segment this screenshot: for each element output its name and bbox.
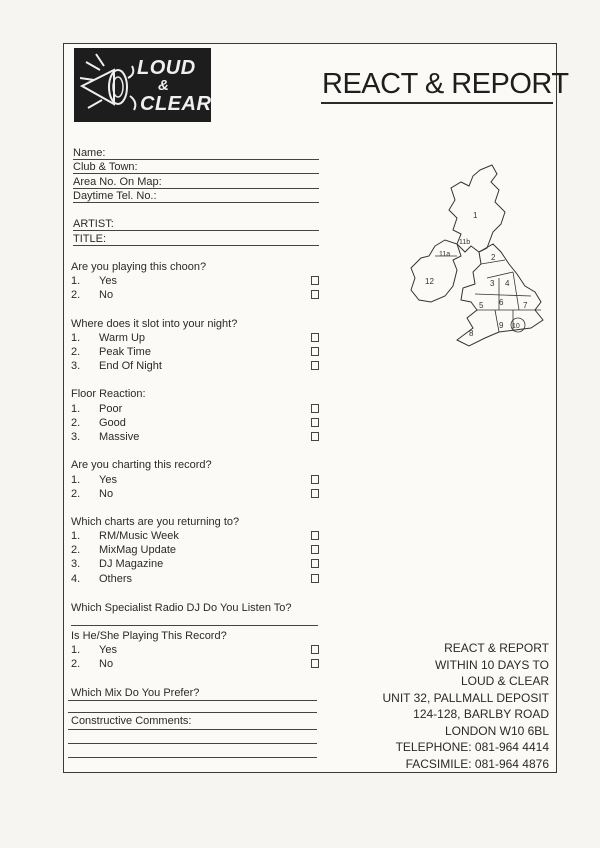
tel-line[interactable]	[73, 202, 319, 203]
question-comments: Constructive Comments:	[71, 715, 192, 727]
title-line[interactable]	[73, 245, 319, 246]
checkbox[interactable]	[311, 290, 319, 299]
map-area-label: 5	[479, 301, 484, 310]
map-region-ireland	[411, 240, 461, 302]
option-row: 1. Warm Up	[71, 332, 146, 344]
address-line: 124-128, BARLBY ROAD	[413, 707, 549, 721]
checkbox[interactable]	[311, 559, 319, 568]
artist-label: ARTIST:	[73, 218, 114, 230]
option-label: No	[99, 289, 114, 301]
name-label: Name:	[73, 147, 106, 159]
option-label: Massive	[99, 431, 140, 443]
title-label: TITLE:	[73, 233, 107, 245]
option-label: DJ Magazine	[99, 558, 164, 570]
comments-line-2[interactable]	[68, 743, 317, 744]
option-label: Peak Time	[99, 346, 151, 358]
checkbox[interactable]	[311, 347, 319, 356]
option-label: Poor	[99, 403, 123, 415]
artist-line[interactable]	[73, 230, 319, 231]
facsimile: FACSIMILE: 081-964 4876	[405, 756, 549, 771]
checkbox[interactable]	[311, 545, 319, 554]
checkbox[interactable]	[311, 276, 319, 285]
map-area-label: 4	[505, 279, 510, 288]
club-line[interactable]	[73, 173, 319, 174]
checkbox[interactable]	[311, 574, 319, 583]
area-label: Area No. On Map:	[73, 176, 162, 188]
option-label: Others	[99, 573, 133, 585]
option-row: 2. No	[71, 289, 114, 301]
option-label: Yes	[99, 474, 117, 486]
map-area-label: 1	[473, 211, 478, 220]
option-row: 3. DJ Magazine	[71, 558, 164, 570]
map-area-label: 3	[490, 279, 495, 288]
name-line[interactable]	[73, 159, 319, 160]
question-floor-reaction: Floor Reaction:	[71, 388, 146, 400]
mix-line-1[interactable]	[68, 700, 317, 701]
option-row: 1. Yes	[71, 275, 117, 287]
logo-word-clear: CLEAR	[140, 93, 212, 115]
title-underline	[321, 102, 553, 104]
checkbox[interactable]	[311, 489, 319, 498]
question-radio-dj: Which Specialist Radio DJ Do You Listen To?	[71, 602, 292, 614]
option-row: 2. Peak Time	[71, 346, 151, 358]
checkbox[interactable]	[311, 432, 319, 441]
trumpet-icon	[74, 48, 144, 122]
option-label: RM/Music Week	[99, 530, 179, 542]
address-line: REACT & REPORT	[444, 641, 549, 655]
return-address-block	[329, 640, 549, 772]
logo-ampersand: &	[158, 77, 170, 94]
map-area-label: 7	[523, 301, 528, 310]
checkbox[interactable]	[311, 645, 319, 654]
tel-label: Daytime Tel. No.:	[73, 190, 157, 202]
map-area-label: 2	[491, 253, 496, 262]
checkbox[interactable]	[311, 418, 319, 427]
mix-line-2[interactable]	[68, 712, 317, 713]
map-area-label: 10	[512, 323, 520, 330]
option-label: Yes	[99, 275, 117, 287]
question-playing: Are you playing this choon?	[71, 261, 207, 273]
option-label: Warm Up	[99, 332, 146, 344]
uk-area-map	[395, 160, 550, 350]
option-row: 1. Yes	[71, 474, 117, 486]
question-charting: Are you charting this record?	[71, 459, 212, 471]
question-mix: Which Mix Do You Prefer?	[71, 687, 200, 699]
club-label: Club & Town:	[73, 161, 138, 173]
option-row: 1. Yes	[71, 644, 117, 656]
loud-and-clear-logo	[74, 48, 211, 122]
option-label: Yes	[99, 644, 117, 656]
option-label: Good	[99, 417, 126, 429]
checkbox[interactable]	[311, 333, 319, 342]
question-charts: Which charts are you returning to?	[71, 516, 240, 528]
option-label: End Of Night	[99, 360, 162, 372]
option-row: 1. RM/Music Week	[71, 530, 179, 542]
radio-dj-line[interactable]	[71, 625, 318, 626]
address-line: LONDON W10 6BL	[444, 723, 549, 738]
address-line: UNIT 32, PALLMALL DEPOSIT	[382, 690, 549, 705]
option-row: 2. No	[71, 488, 114, 500]
option-label: No	[99, 658, 114, 670]
option-row: 3. Massive	[71, 431, 140, 443]
map-area-label: 6	[499, 298, 504, 307]
map-area-label: 9	[499, 321, 504, 330]
checkbox[interactable]	[311, 404, 319, 413]
checkbox[interactable]	[311, 475, 319, 484]
map-region-scotland	[449, 165, 505, 252]
option-row: 3. End Of Night	[71, 360, 162, 372]
option-row: 4. Others	[71, 573, 133, 585]
map-area-label: 11b	[459, 239, 471, 246]
telephone: TELEPHONE: 081-964 4414	[395, 740, 549, 754]
address-line: LOUD & CLEAR	[460, 674, 549, 688]
page-title: REACT & REPORT	[322, 68, 569, 100]
option-row: 2. MixMag Update	[71, 544, 177, 556]
map-area-label: 8	[469, 329, 474, 338]
option-row: 1. Poor	[71, 403, 123, 415]
option-label: No	[99, 488, 114, 500]
map-area-label: 12	[425, 277, 434, 286]
checkbox[interactable]	[311, 531, 319, 540]
question-slot: Where does it slot into your night?	[71, 318, 238, 330]
option-row: 2. No	[71, 658, 114, 670]
checkbox[interactable]	[311, 659, 319, 668]
checkbox[interactable]	[311, 361, 319, 370]
question-he-she-playing: Is He/She Playing This Record?	[71, 630, 227, 642]
map-area-label: 11a	[439, 251, 451, 258]
comments-line-1[interactable]	[68, 729, 317, 730]
option-row: 2. Good	[71, 417, 126, 429]
logo-word-loud: LOUD	[137, 57, 196, 79]
comments-line-3[interactable]	[68, 757, 317, 758]
address-line: WITHIN 10 DAYS TO	[434, 657, 549, 672]
map-area-boundaries	[435, 256, 541, 332]
area-line[interactable]	[73, 188, 319, 189]
option-label: MixMag Update	[99, 544, 177, 556]
